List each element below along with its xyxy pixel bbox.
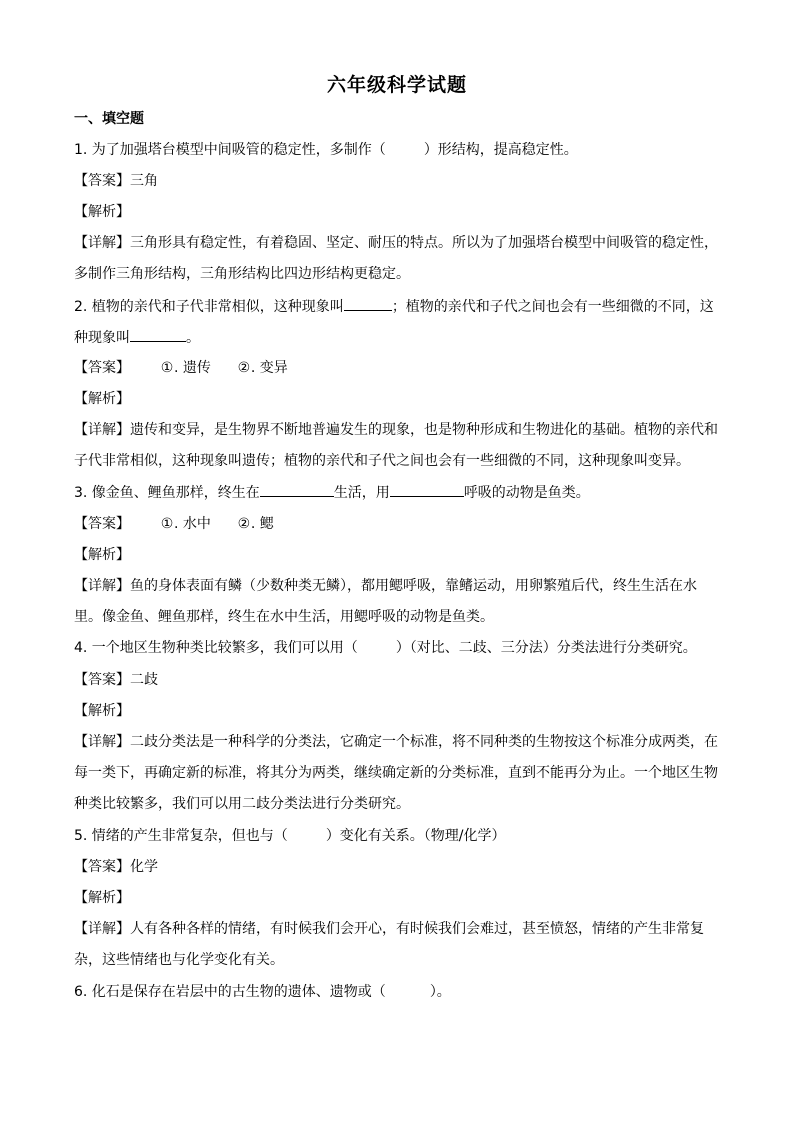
- detail-5-line-1: 【详解】人有各种各样的情绪，有时候我们会开心，有时候我们会难过，甚至愤怒，情绪的产生非常复: [74, 921, 704, 937]
- detail-1-line-2: 多制作三角形结构，三角形结构比四边形结构更稳定。: [74, 266, 410, 282]
- detail-4-line-2: 每一类下，再确定新的标准，将其分为两类，继续确定新的分类标准，直到不能再分为止。一个地区生物: [74, 765, 718, 781]
- detail-4-line-1: 【详解】二歧分类法是一种科学的分类法，它确定一个标准，将不同种类的生物按这个标准分成两类，在: [74, 734, 718, 750]
- question-2-line-1: 2. 植物的亲代和子代非常相似，这种现象叫 ；植物的亲代和子代之间也会有一些细微的不同，这: [74, 296, 724, 317]
- analysis-label-2: 【解析】: [74, 391, 130, 407]
- page-title: 六年级科学试题: [326, 74, 467, 96]
- question-4: 4. 一个地区生物种类比较繁多，我们可以用（ ）（对比、二歧、三分法）分类法进行分类研究。: [74, 640, 697, 656]
- detail-5-line-2: 杂，这些情绪也与化学变化有关。: [74, 952, 284, 968]
- detail-3-line-1: 【详解】鱼的身体表面有鳞（少数种类无鳞），都用鳃呼吸，靠鳍运动，用卵繁殖后代，终生生活在水: [74, 578, 697, 594]
- answer-blank: [260, 482, 334, 497]
- answer-blank: [130, 327, 186, 342]
- question-2-line-2: 种现象叫 。: [74, 327, 724, 348]
- question-1: 1. 为了加强塔台模型中间吸管的稳定性，多制作（ ）形结构，提高稳定性。: [74, 142, 578, 158]
- analysis-label-3: 【解析】: [74, 547, 130, 563]
- analysis-label-1: 【解析】: [74, 204, 130, 220]
- question-5: 5. 情绪的产生非常复杂，但也与（ ）变化有关系。（物理/化学）: [74, 828, 506, 844]
- analysis-label-4: 【解析】: [74, 703, 130, 719]
- answer-blank: [344, 296, 392, 311]
- detail-2-line-2: 子代非常相似，这种现象叫遗传；植物的亲代和子代之间也会有一些细微的不同，这种现象叫变异。: [74, 453, 690, 469]
- answer-2: 【答案】 ①. 遗传 ②. 变异: [74, 360, 288, 376]
- answer-1: 【答案】三角: [74, 173, 158, 189]
- answer-blank: [390, 482, 464, 497]
- detail-3-line-2: 里。像金鱼、鲤鱼那样，终生在水中生活，用鳃呼吸的动物是鱼类。: [74, 609, 494, 625]
- answer-4: 【答案】二歧: [74, 672, 158, 688]
- question-3: 3. 像金鱼、鲤鱼那样，终生在 生活，用 呼吸的动物是鱼类。: [74, 482, 724, 503]
- detail-1-line-1: 【详解】三角形具有稳定性，有着稳固、坚定、耐压的特点。所以为了加强塔台模型中间吸管的稳定性，: [74, 235, 718, 251]
- answer-5: 【答案】化学: [74, 859, 158, 875]
- question-6: 6. 化石是保存在岩层中的古生物的遗体、遗物或（ ）。: [74, 984, 451, 1000]
- detail-2-line-1: 【详解】遗传和变异，是生物界不断地普遍发生的现象，也是物种形成和生物进化的基础。植物的亲代和: [74, 422, 718, 438]
- section-heading: 一、填空题: [74, 111, 144, 127]
- analysis-label-5: 【解析】: [74, 890, 130, 906]
- detail-4-line-3: 种类比较繁多，我们可以用二歧分类法进行分类研究。: [74, 796, 410, 812]
- answer-3: 【答案】 ①. 水中 ②. 鳃: [74, 516, 274, 532]
